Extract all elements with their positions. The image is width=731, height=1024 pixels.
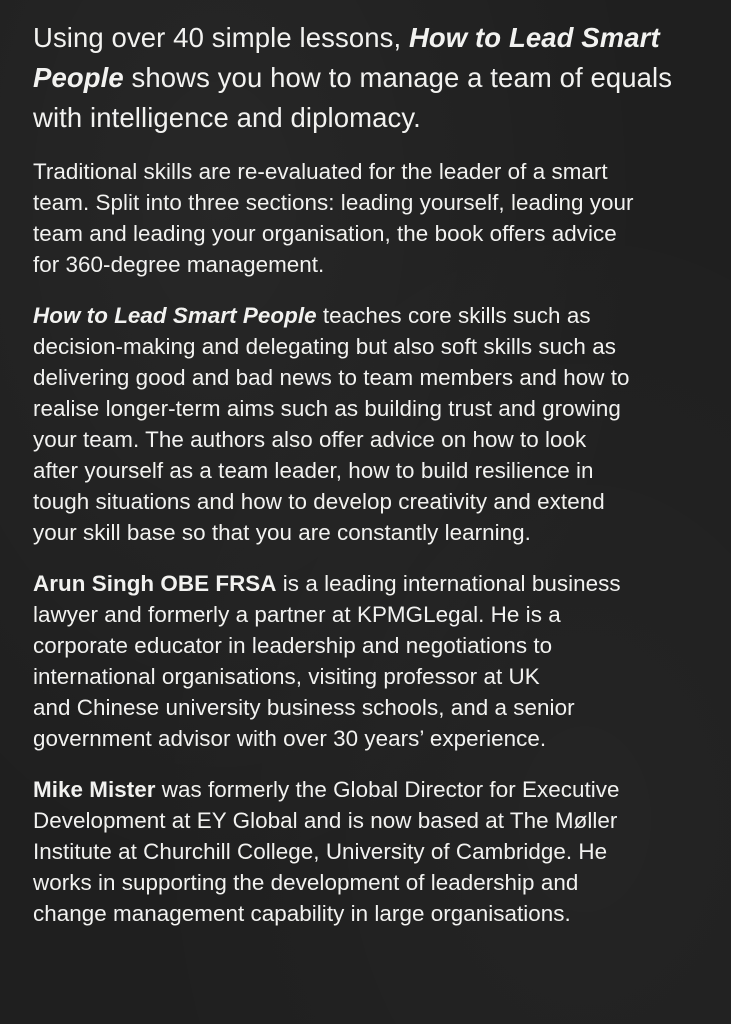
core-skills-line: your team. The authors also offer advice on how to look: [33, 427, 587, 452]
mister-bio-line-rest: was formerly the Global Director for Executive: [155, 777, 620, 802]
mister-bio-line: [33, 774, 713, 805]
skills-line: team and leading your organisation, the book offers advice: [33, 221, 617, 246]
core-skills-paragraph: [33, 300, 713, 548]
lead-line-1-text: Using over 40 simple lessons,: [33, 22, 409, 53]
singh-bio-line: [33, 568, 713, 599]
lead-line-2: [33, 58, 713, 98]
skills-paragraph: [33, 156, 713, 280]
book-title-cont: People: [33, 62, 124, 93]
lead-line-2-text: shows you how to manage a team of equals: [123, 62, 673, 93]
skills-line: Traditional skills are re-evaluated for the leader of a smart: [33, 159, 608, 184]
cover-text: [33, 18, 713, 949]
core-skills-line-rest: teaches core skills such as: [316, 303, 591, 328]
lead-paragraph: [33, 18, 713, 138]
book-title: How to Lead Smart: [408, 22, 660, 53]
mister-bio-line: Institute at Churchill College, University of Cambridge. He: [33, 839, 608, 864]
mister-bio-line: change management capability in large organisations.: [33, 901, 571, 926]
core-skills-line: [33, 300, 713, 331]
core-skills-line: your skill base so that you are constantly learning.: [33, 520, 531, 545]
lead-line-1: [33, 18, 713, 58]
author-bio-singh: [33, 568, 713, 754]
core-skills-line: decision-making and delegating but also soft skills such as: [33, 334, 616, 359]
singh-bio-line: government advisor with over 30 years’ experience.: [33, 726, 547, 751]
book-title-inline: How to Lead Smart People: [33, 303, 317, 328]
author-name-mister: Mike Mister: [33, 777, 156, 802]
singh-bio-line: international organisations, visiting professor at UK: [33, 664, 540, 689]
author-name-singh: Arun Singh OBE FRSA: [33, 571, 277, 596]
author-bio-mister: [33, 774, 713, 929]
core-skills-line: delivering good and bad news to team members and how to: [33, 365, 630, 390]
skills-line: for 360-degree management.: [33, 252, 325, 277]
lead-line-3: with intelligence and diplomacy.: [33, 102, 421, 133]
core-skills-line: realise longer-term aims such as building trust and growing: [33, 396, 621, 421]
core-skills-line: after yourself as a team leader, how to build resilience in: [33, 458, 594, 483]
mister-bio-line: Development at EY Global and is now based at The Møller: [33, 808, 618, 833]
mister-bio-line: works in supporting the development of leadership and: [33, 870, 579, 895]
skills-line: team. Split into three sections: leading yourself, leading your: [33, 190, 634, 215]
singh-bio-line-rest: is a leading international business: [276, 571, 621, 596]
singh-bio-line: corporate educator in leadership and negotiations to: [33, 633, 553, 658]
core-skills-line: tough situations and how to develop creativity and extend: [33, 489, 605, 514]
singh-bio-line: and Chinese university business schools, and a senior: [33, 695, 575, 720]
singh-bio-line: lawyer and formerly a partner at KPMGLegal. He is a: [33, 602, 561, 627]
